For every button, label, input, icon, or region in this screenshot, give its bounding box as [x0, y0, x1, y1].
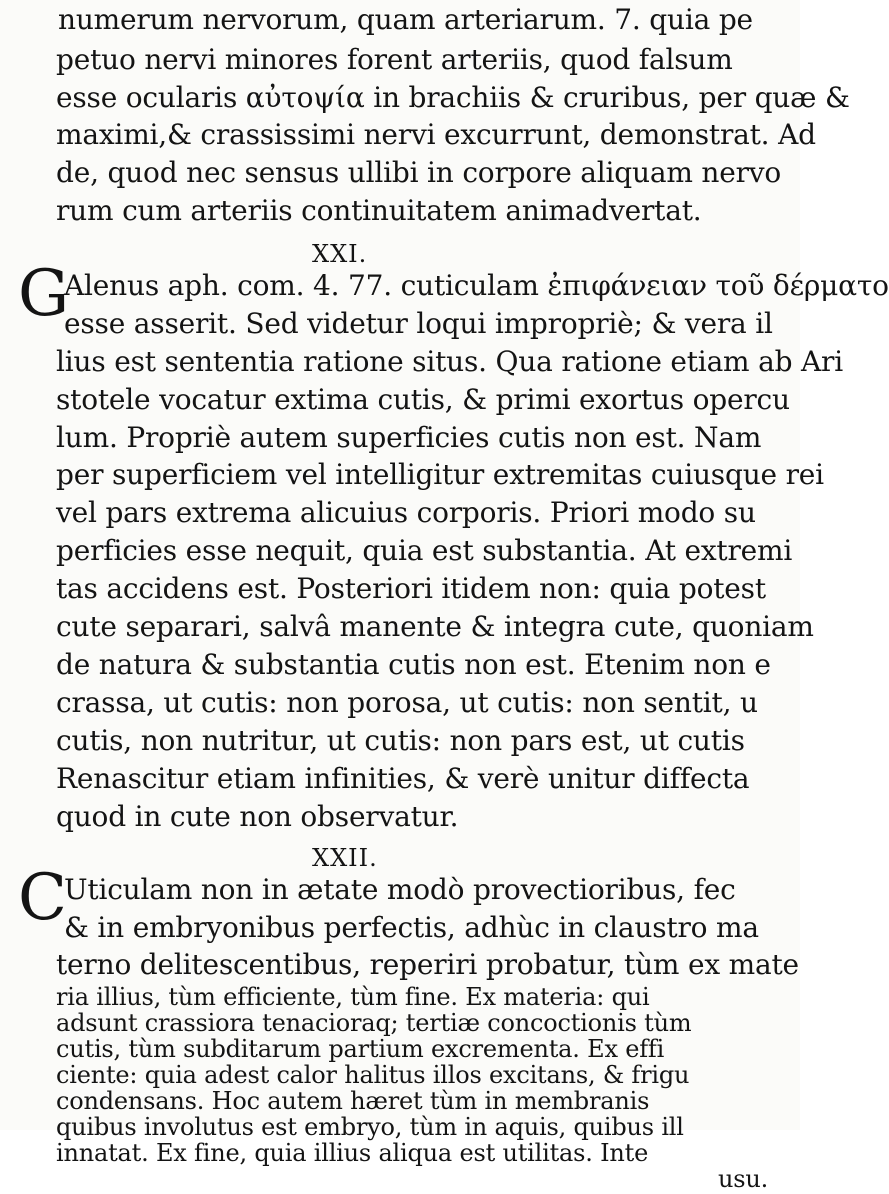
text-line: quibus involutus est embryo, tùm in aquis, quibus ill: [56, 1113, 684, 1141]
section-number: XXII.: [312, 844, 378, 872]
text-line: Alenus aph. com. 4. 77. cuticulam ἐπιφάνειαν τοῦ δέρματο: [64, 269, 889, 302]
text-line: tas accidens est. Posteriori itidem non: quia potest: [56, 572, 766, 605]
text-line: lum. Propriè autem superficies cutis non est. Nam: [56, 421, 762, 454]
text-line: & in embryonibus perfectis, adhùc in claustro ma: [64, 911, 759, 944]
text-line: petuo nervi minores forent arteriis, quod falsum: [56, 43, 733, 76]
text-line: Renascitur etiam infinities, & verè unitur diffecta: [56, 762, 750, 795]
drop-cap: G: [18, 257, 70, 331]
text-line: crassa, ut cutis: non porosa, ut cutis: non sentit, u: [56, 686, 758, 719]
text-line: cutis, non nutritur, ut cutis: non pars est, ut cutis: [56, 724, 745, 757]
text-line: cutis, tùm subditarum partium excrementa. Ex effi: [56, 1035, 665, 1063]
text-line: terno delitescentibus, reperiri probatur, tùm ex mate: [56, 948, 799, 981]
text-line: esse ocularis αὐτοψία in brachiis & cruribus, per quæ &: [56, 81, 850, 114]
text-line: Uticulam non in ætate modò provectioribus, fec: [64, 873, 736, 906]
text-line: lius est sententia ratione situs. Qua ratione etiam ab Ari: [56, 345, 843, 378]
text-line: de, quod nec sensus ullibi in corpore aliquam nervo: [56, 156, 782, 189]
text-line: esse asserit. Sed videtur loqui impropriè; & vera il: [64, 307, 773, 340]
text-line: cute separari, salvâ manente & integra cute, quoniam: [56, 610, 814, 643]
text-line: per superficiem vel intelligitur extremitas cuiusque rei: [56, 458, 824, 491]
text-line: de natura & substantia cutis non est. Etenim non e: [56, 648, 771, 681]
drop-cap: C: [18, 861, 67, 935]
text-line: adsunt crassiora tenacioraq; tertiæ concoctionis tùm: [56, 1009, 692, 1037]
text-line: numerum nervorum, quam arteriarum. 7. quia pe: [58, 3, 753, 36]
text-line: stotele vocatur extima cutis, & primi exortus opercu: [56, 383, 790, 416]
text-line: ria illius, tùm efficiente, tùm fine. Ex materia: qui: [56, 983, 650, 1011]
text-line: ciente: quia adest calor halitus illos excitans, & frigu: [56, 1061, 690, 1089]
text-line: vel pars extrema alicuius corporis. Priori modo su: [56, 496, 756, 529]
text-line: quod in cute non observatur.: [56, 800, 459, 833]
text-line: innatat. Ex fine, quia illius aliqua est utilitas. Inte: [56, 1139, 649, 1167]
text-line: condensans. Hoc autem hæret tùm in membranis: [56, 1087, 650, 1115]
text-line: rum cum arteriis continuitatem animadvertat.: [56, 194, 702, 227]
text-line: maximi,& crassissimi nervi excurrunt, demonstrat. Ad: [56, 118, 816, 151]
text-line: perficies esse nequit, quia est substantia. At extremi: [56, 534, 793, 567]
text-line: usu.: [718, 1165, 769, 1193]
section-number: XXI.: [312, 240, 368, 268]
